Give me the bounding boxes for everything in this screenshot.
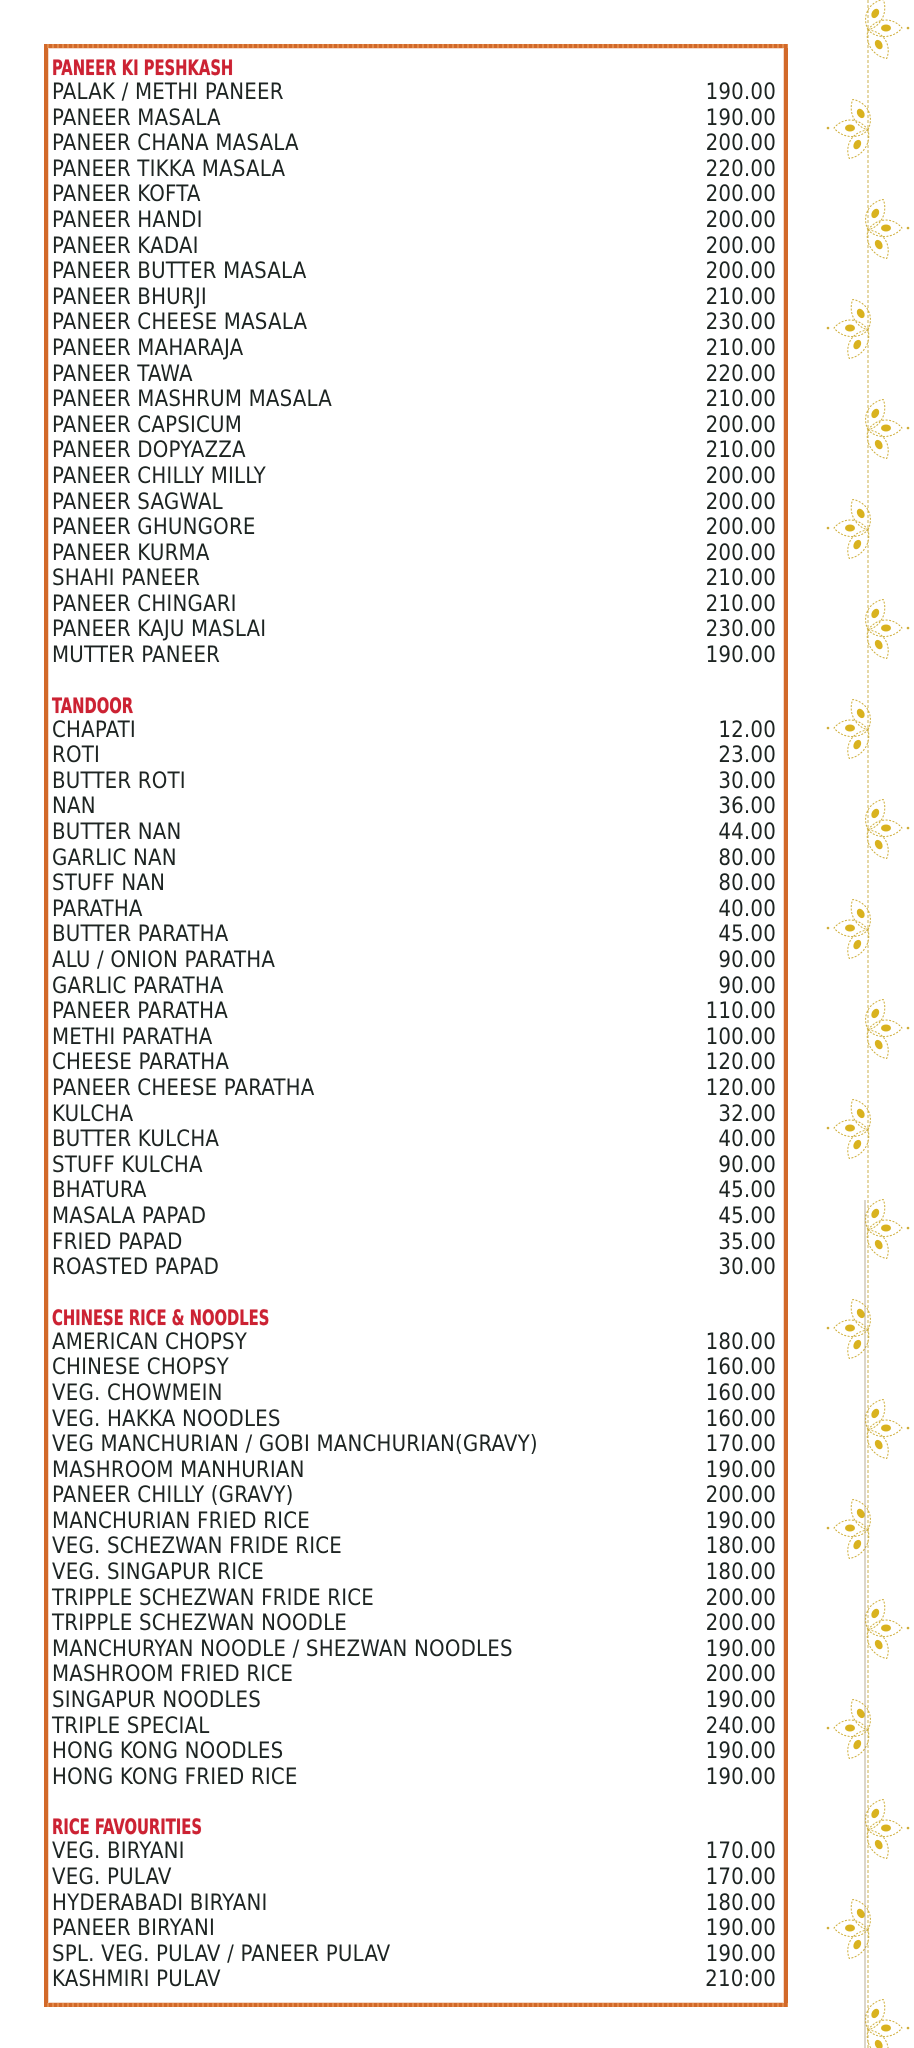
menu-item-row xyxy=(52,1916,776,1942)
item-price: 40.00 xyxy=(718,1127,776,1153)
item-price: 220.00 xyxy=(705,361,776,387)
item-name: PANEER CHEESE PARATHA xyxy=(52,1075,315,1101)
item-name: METHI PARATHA xyxy=(52,1024,213,1050)
menu-item-row xyxy=(52,1483,776,1509)
item-price: 190.00 xyxy=(705,1508,776,1534)
item-name: PANEER MAHARAJA xyxy=(52,335,244,361)
menu-item-row xyxy=(52,999,776,1025)
item-price: 90.00 xyxy=(718,948,776,973)
item-name: PANEER CHEESE MASALA xyxy=(52,310,308,336)
item-price: 200.00 xyxy=(705,182,776,208)
item-price: 210.00 xyxy=(705,335,776,361)
menu-item-row xyxy=(52,743,776,769)
item-name: PANEER BUTTER MASALA xyxy=(52,259,307,285)
item-price: 210.00 xyxy=(705,591,776,617)
item-price: 45.00 xyxy=(718,922,776,948)
menu-item-row xyxy=(52,1153,776,1179)
menu-item-row xyxy=(52,1637,776,1663)
item-price: 190.00 xyxy=(705,1739,776,1765)
menu-item-row xyxy=(52,234,776,260)
item-name: TRIPLE SPECIAL xyxy=(52,1713,210,1739)
gold-vine-ornament-icon xyxy=(820,0,914,2048)
item-price: 110.00 xyxy=(705,999,776,1025)
item-name: PANEER TIKKA MASALA xyxy=(52,156,286,182)
item-name: ROTI xyxy=(52,743,101,769)
item-price: 220.00 xyxy=(705,156,776,182)
menu-item-row xyxy=(52,438,776,464)
item-price: 160.00 xyxy=(705,1380,776,1406)
item-name: PANEER CAPSICUM xyxy=(52,412,242,438)
menu-item-row xyxy=(52,1586,776,1612)
item-price: 90.00 xyxy=(718,973,776,999)
item-name: STUFF NAN xyxy=(52,871,166,897)
menu-item-row xyxy=(52,1688,776,1714)
item-name: GARLIC NAN xyxy=(52,845,177,871)
menu-item-row xyxy=(52,541,776,567)
item-name: HONG KONG FRIED RICE xyxy=(52,1764,298,1790)
item-price: 190.00 xyxy=(705,1457,776,1483)
item-name: TRIPPLE SCHEZWAN NOODLE xyxy=(52,1611,348,1637)
item-price: 200.00 xyxy=(705,207,776,233)
item-name: PANEER MASALA xyxy=(52,105,221,131)
item-name: PANEER BHURJI xyxy=(52,284,207,310)
item-price: 210.00 xyxy=(705,566,776,592)
item-price: 240.00 xyxy=(705,1713,776,1739)
menu-section xyxy=(52,694,776,1281)
item-price: 30.00 xyxy=(718,768,776,794)
item-name: PANEER DOPYAZZA xyxy=(52,438,246,464)
menu-item-row xyxy=(52,80,776,106)
section-title: PANEER KI PESHKASH xyxy=(52,56,234,80)
menu-item-row xyxy=(52,1942,776,1968)
item-name: PARATHA xyxy=(52,896,143,922)
item-name: VEG. CHOWMEIN xyxy=(52,1380,223,1406)
item-price: 40.00 xyxy=(718,896,776,922)
item-price: 180.00 xyxy=(705,1560,776,1586)
item-price: 45.00 xyxy=(718,1203,776,1229)
item-price: 170.00 xyxy=(705,1839,776,1865)
menu-item-row xyxy=(52,336,776,362)
item-name: BHATURA xyxy=(52,1178,147,1204)
menu-item-row xyxy=(52,1765,776,1791)
item-price: 32.00 xyxy=(718,1101,776,1127)
item-name: VEG. SCHEZWAN FRIDE RICE xyxy=(52,1534,342,1560)
item-name: GARLIC PARATHA xyxy=(52,973,224,999)
item-name: BUTTER KULCHA xyxy=(52,1127,220,1153)
item-price: 190.00 xyxy=(705,1688,776,1714)
item-name: NAN xyxy=(52,794,96,820)
menu-item-row xyxy=(52,1230,776,1256)
menu-item-row xyxy=(52,922,776,948)
item-name: PANEER GHUNGORE xyxy=(52,515,256,541)
item-price: 190.00 xyxy=(705,105,776,131)
item-name: VEG. BIRYANI xyxy=(52,1839,185,1865)
item-price: 90.00 xyxy=(718,1152,776,1178)
menu-item-row xyxy=(52,515,776,541)
item-price: 36.00 xyxy=(718,794,776,820)
menu-item-row xyxy=(52,1432,776,1458)
item-name: AMERICAN CHOPSY xyxy=(52,1329,248,1355)
item-price: 200.00 xyxy=(705,259,776,285)
item-name: SPL. VEG. PULAV / PANEER PULAV xyxy=(52,1941,391,1967)
menu-item-row xyxy=(52,1662,776,1688)
menu-item-row xyxy=(52,846,776,872)
item-name: PALAK / METHI PANEER xyxy=(52,80,284,105)
menu-list xyxy=(52,56,776,1993)
item-price: 80.00 xyxy=(718,871,776,897)
item-name: PANEER KURMA xyxy=(52,540,210,566)
item-name: PANEER TAWA xyxy=(52,361,193,387)
item-name: HYDERABADI BIRYANI xyxy=(52,1890,268,1916)
item-name: HONG KONG NOODLES xyxy=(52,1739,284,1765)
item-name: BUTTER PARATHA xyxy=(52,922,229,948)
item-name: MASALA PAPAD xyxy=(52,1203,207,1229)
item-price: 160.00 xyxy=(705,1355,776,1381)
menu-item-row xyxy=(52,1407,776,1433)
item-price: 190.00 xyxy=(705,80,776,105)
menu-item-row xyxy=(52,769,776,795)
menu-item-row xyxy=(52,259,776,285)
item-name: VEG. SINGAPUR RICE xyxy=(52,1560,264,1586)
item-price: 210.00 xyxy=(705,438,776,464)
item-name: VEG. PULAV xyxy=(52,1865,172,1890)
item-price: 190.00 xyxy=(705,1916,776,1942)
item-name: BUTTER ROTI xyxy=(52,768,186,794)
item-price: 200.00 xyxy=(705,489,776,515)
item-price: 190.00 xyxy=(705,643,776,669)
item-name: CHEESE PARATHA xyxy=(52,1050,230,1076)
menu-item-row xyxy=(52,566,776,592)
item-name: CHAPATI xyxy=(52,717,136,743)
item-price: 200.00 xyxy=(705,463,776,489)
menu-item-row xyxy=(52,490,776,516)
section-title: CHINESE RICE & NOODLES xyxy=(52,1305,270,1330)
item-name: VEG MANCHURIAN / GOBI MANCHURIAN(GRAVY) xyxy=(52,1432,538,1458)
menu-item-row xyxy=(52,897,776,923)
item-price: 200.00 xyxy=(705,131,776,157)
item-name: MASHROOM MANHURIAN xyxy=(52,1457,305,1483)
menu-item-row xyxy=(52,1509,776,1535)
menu-item-row xyxy=(52,948,776,974)
item-price: 30.00 xyxy=(718,1255,776,1281)
item-name: PANEER CHILLY (GRAVY) xyxy=(52,1483,294,1509)
menu-item-row xyxy=(52,464,776,490)
item-price: 120.00 xyxy=(705,1075,776,1101)
menu-item-row xyxy=(52,310,776,336)
menu-item-row xyxy=(52,794,776,820)
menu-item-row xyxy=(52,718,776,744)
item-price: 200.00 xyxy=(705,1611,776,1637)
item-price: 45.00 xyxy=(718,1178,776,1204)
item-price: 210.00 xyxy=(705,387,776,413)
item-price: 170.00 xyxy=(705,1865,776,1890)
item-name: PANEER KOFTA xyxy=(52,182,201,208)
menu-item-row xyxy=(52,1204,776,1230)
menu-item-row xyxy=(52,1560,776,1586)
item-name: PANEER HANDI xyxy=(52,207,203,233)
menu-item-row xyxy=(52,1839,776,1865)
menu-item-row xyxy=(52,387,776,413)
item-price: 210.00 xyxy=(705,284,776,310)
section-title: RICE FAVOURITIES xyxy=(52,1815,202,1840)
menu-item-row xyxy=(52,131,776,157)
menu-item-row xyxy=(52,592,776,618)
menu-item-row xyxy=(52,1050,776,1076)
item-price: 200.00 xyxy=(705,412,776,438)
menu-item-row xyxy=(52,1330,776,1356)
item-name: MASHROOM FRIED RICE xyxy=(52,1662,294,1688)
menu-item-row xyxy=(52,1891,776,1917)
item-price: 200.00 xyxy=(705,515,776,541)
item-price: 200.00 xyxy=(705,1662,776,1688)
item-name: MANCHURIAN FRIED RICE xyxy=(52,1508,310,1534)
item-price: 200.00 xyxy=(705,540,776,566)
item-name: SHAHI PANEER xyxy=(52,566,201,592)
item-name: SINGAPUR NOODLES xyxy=(52,1688,262,1714)
item-price: 200.00 xyxy=(705,1585,776,1611)
item-price: 210:00 xyxy=(705,1967,776,1993)
menu-item-row xyxy=(52,1739,776,1765)
item-price: 200.00 xyxy=(705,233,776,259)
item-name: PANEER MASHRUM MASALA xyxy=(52,387,332,413)
menu-item-row xyxy=(52,362,776,388)
item-price: 180.00 xyxy=(705,1534,776,1560)
item-price: 12.00 xyxy=(718,717,776,743)
menu-item-row xyxy=(52,1255,776,1281)
item-price: 170.00 xyxy=(705,1432,776,1458)
menu-item-row xyxy=(52,182,776,208)
menu-item-row xyxy=(52,643,776,669)
menu-item-row xyxy=(52,1865,776,1891)
item-price: 160.00 xyxy=(705,1406,776,1432)
menu-item-row xyxy=(52,1178,776,1204)
item-name: PANEER PARATHA xyxy=(52,999,228,1025)
menu-item-row xyxy=(52,617,776,643)
menu-item-row xyxy=(52,1714,776,1740)
item-name: PANEER CHANA MASALA xyxy=(52,131,299,157)
item-price: 44.00 xyxy=(718,820,776,846)
item-price: 23.00 xyxy=(718,743,776,769)
menu-item-row xyxy=(52,1458,776,1484)
item-price: 190.00 xyxy=(705,1636,776,1662)
menu-item-row xyxy=(52,871,776,897)
item-price: 120.00 xyxy=(705,1050,776,1076)
menu-section xyxy=(52,56,776,669)
section-title: TANDOOR xyxy=(52,693,134,718)
item-name: PANEER CHILLY MILLY xyxy=(52,463,266,489)
item-name: CHINESE CHOPSY xyxy=(52,1355,229,1381)
item-name: FRIED PAPAD xyxy=(52,1229,183,1255)
menu-item-row xyxy=(52,285,776,311)
item-name: VEG. HAKKA NOODLES xyxy=(52,1406,281,1432)
item-price: 230.00 xyxy=(705,617,776,643)
menu-item-row xyxy=(52,1025,776,1051)
item-name: TRIPPLE SCHEZWAN FRIDE RICE xyxy=(52,1585,374,1611)
menu-item-row xyxy=(52,1381,776,1407)
item-name: PANEER KAJU MASLAI xyxy=(52,617,267,643)
item-price: 180.00 xyxy=(705,1890,776,1916)
item-name: PANEER BIRYANI xyxy=(52,1916,216,1942)
item-price: 80.00 xyxy=(718,845,776,871)
menu-item-row xyxy=(52,413,776,439)
menu-item-row xyxy=(52,1127,776,1153)
item-price: 100.00 xyxy=(705,1024,776,1050)
item-name: ALU / ONION PARATHA xyxy=(52,948,276,973)
menu-item-row xyxy=(52,1355,776,1381)
menu-item-row xyxy=(52,820,776,846)
menu-item-row xyxy=(52,106,776,132)
item-name: KASHMIRI PULAV xyxy=(52,1967,221,1993)
menu-item-row xyxy=(52,1102,776,1128)
menu-section xyxy=(52,1306,776,1791)
menu-section xyxy=(52,1815,776,1993)
menu-item-row xyxy=(52,1534,776,1560)
item-price: 190.00 xyxy=(705,1941,776,1967)
menu-item-row xyxy=(52,157,776,183)
item-name: KULCHA xyxy=(52,1101,134,1127)
item-name: BUTTER NAN xyxy=(52,820,182,846)
menu-item-row xyxy=(52,1967,776,1993)
item-price: 35.00 xyxy=(718,1229,776,1255)
item-price: 230.00 xyxy=(705,310,776,336)
item-name: PANEER CHINGARI xyxy=(52,591,237,617)
menu-item-row xyxy=(52,1611,776,1637)
item-price: 190.00 xyxy=(705,1764,776,1790)
menu-item-row xyxy=(52,1076,776,1102)
item-price: 200.00 xyxy=(705,1483,776,1509)
item-price: 180.00 xyxy=(705,1329,776,1355)
item-name: STUFF KULCHA xyxy=(52,1152,203,1178)
item-name: ROASTED PAPAD xyxy=(52,1255,220,1281)
item-name: PANEER SAGWAL xyxy=(52,489,223,515)
item-name: MUTTER PANEER xyxy=(52,643,221,669)
menu-item-row xyxy=(52,208,776,234)
menu-item-row xyxy=(52,974,776,1000)
item-name: PANEER KADAI xyxy=(52,233,199,259)
item-name: MANCHURYAN NOODLE / SHEZWAN NOODLES xyxy=(52,1636,513,1662)
